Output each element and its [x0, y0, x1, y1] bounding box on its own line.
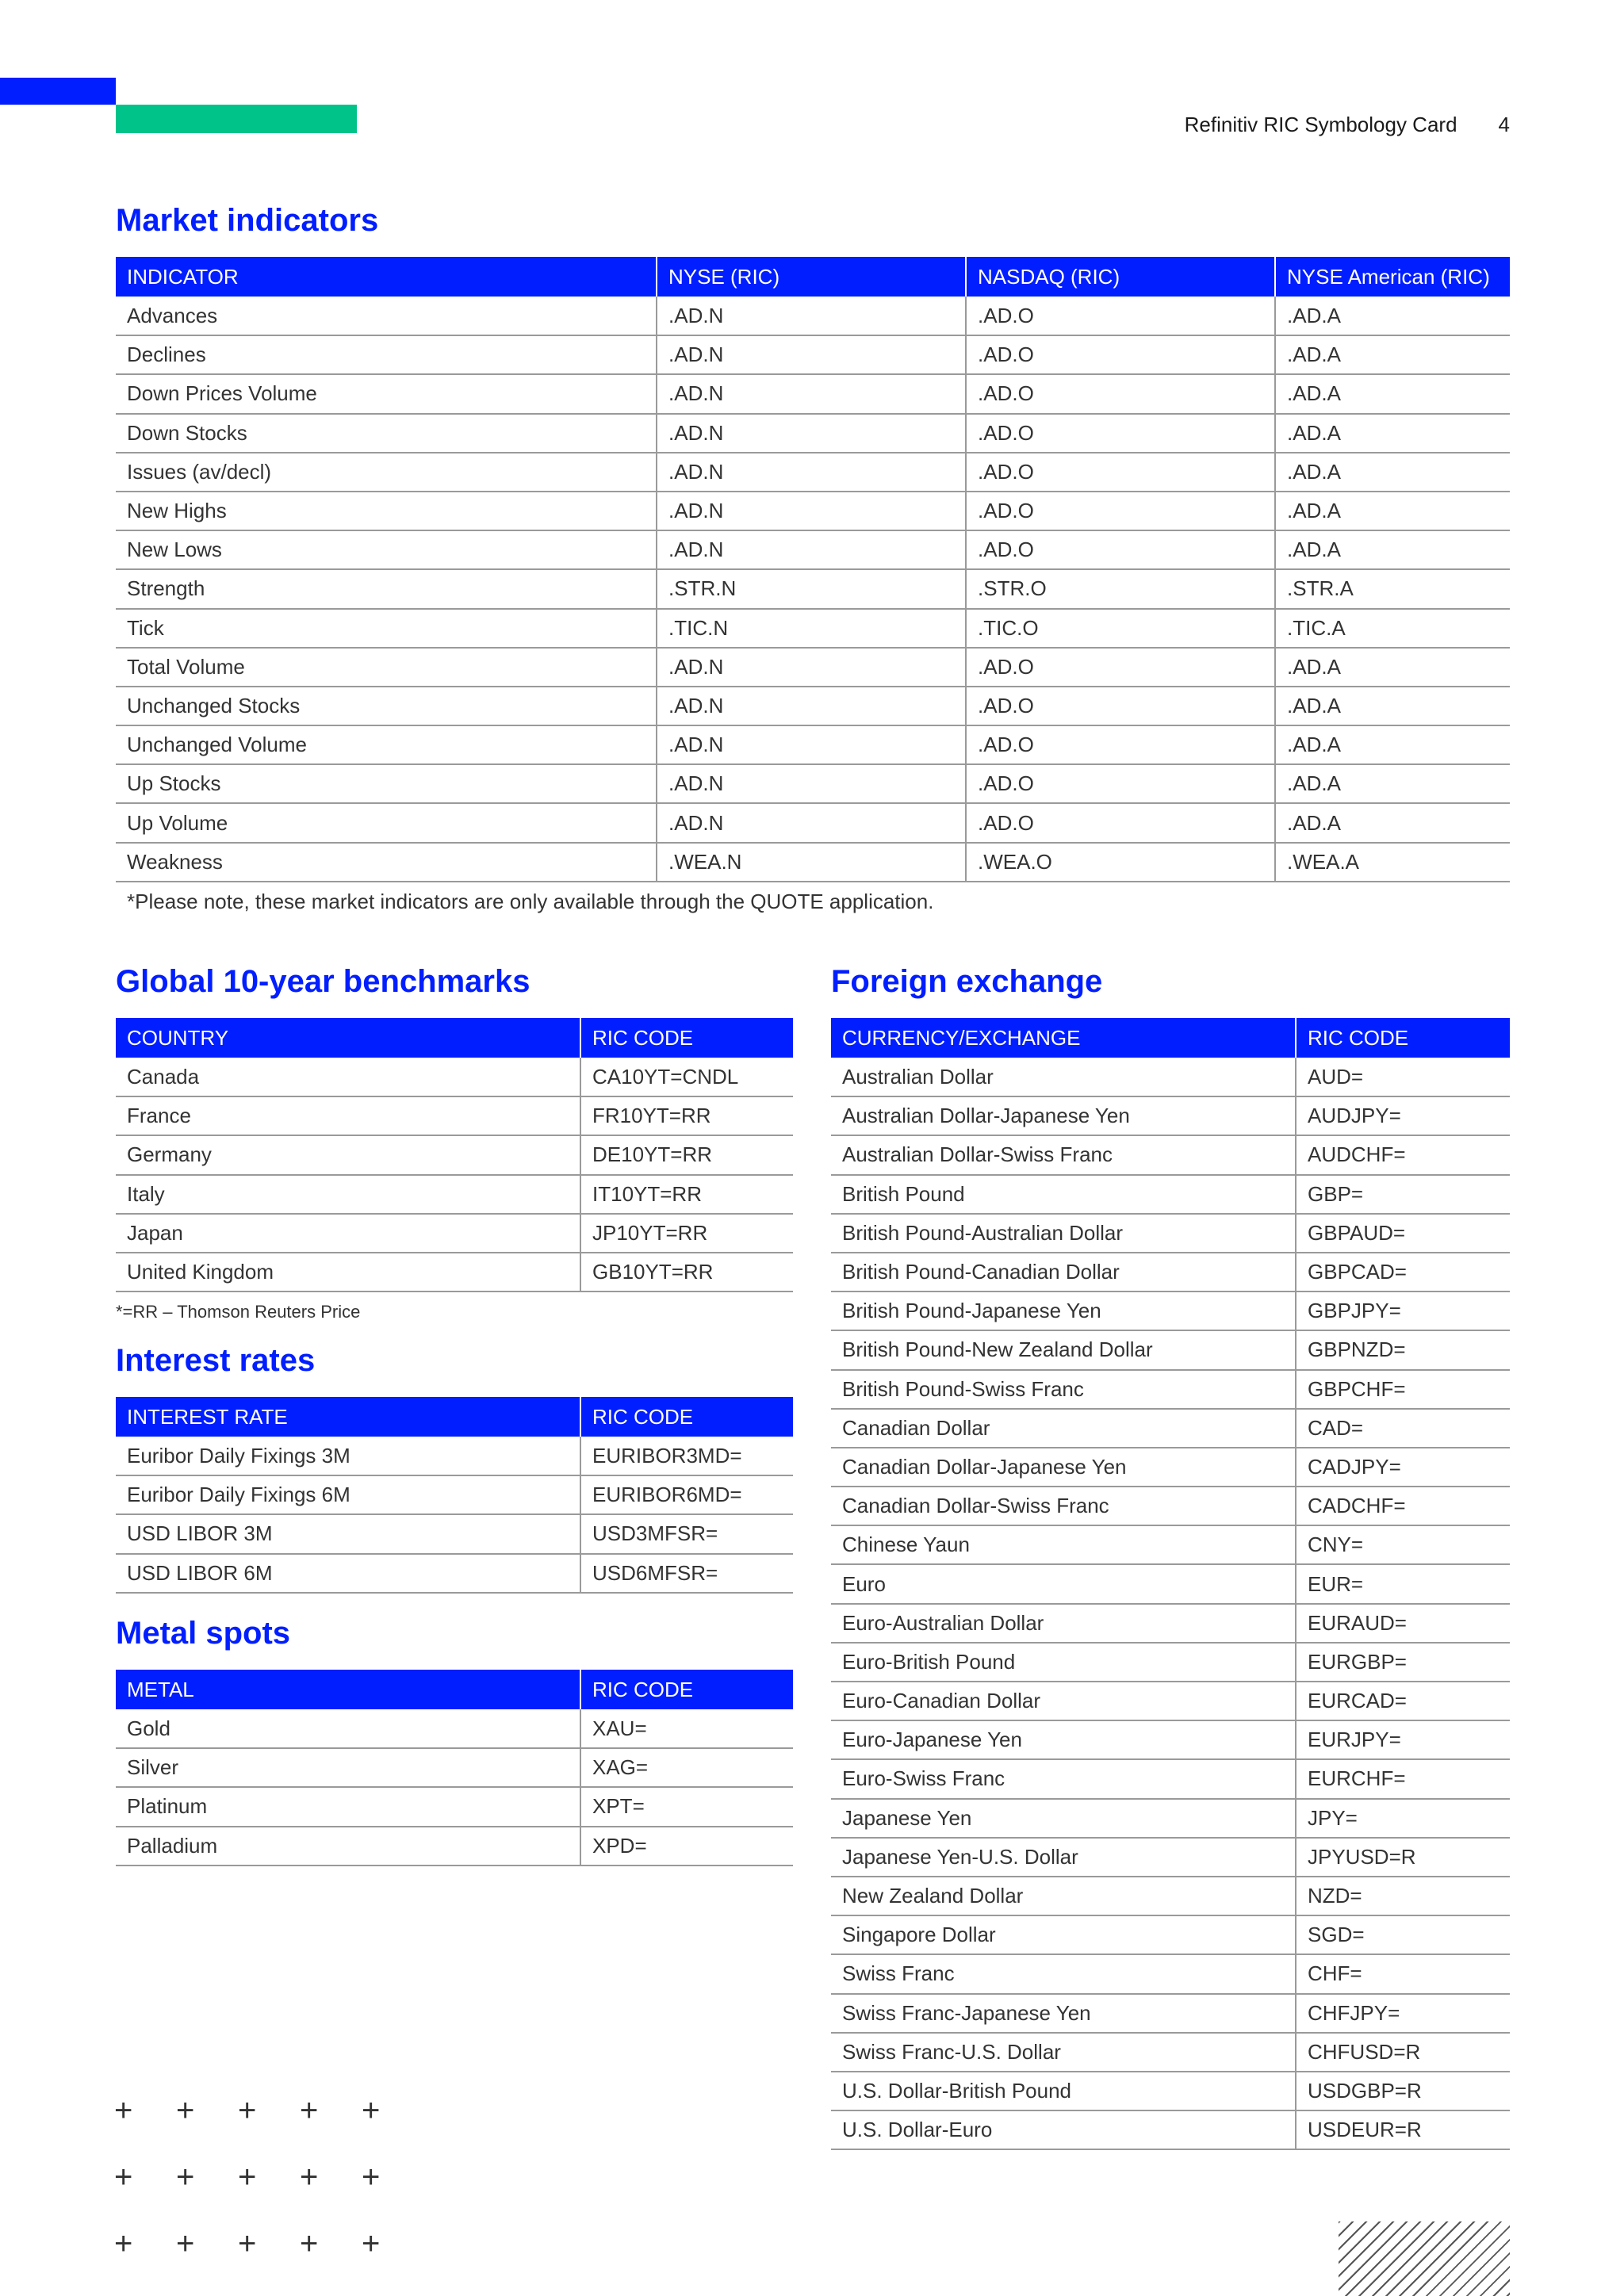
row-label-cell: Canadian Dollar [831, 1409, 1296, 1448]
row-label-cell: Euribor Daily Fixings 6M [116, 1475, 580, 1514]
ric-code-cell: CHFUSD=R [1296, 2033, 1510, 2072]
column-header: METAL [116, 1670, 580, 1709]
table-row [831, 1370, 1510, 1409]
row-label-cell: Japanese Yen [831, 1799, 1296, 1838]
table-row [831, 2110, 1510, 2149]
table-row [116, 1096, 793, 1135]
row-label-cell: New Highs [116, 492, 657, 530]
table-row [831, 1643, 1510, 1682]
row-label-cell: British Pound-Japanese Yen [831, 1292, 1296, 1330]
row-label-cell: New Lows [116, 530, 657, 569]
row-label-cell: Euribor Daily Fixings 3M [116, 1437, 580, 1475]
row-label-cell: Euro [831, 1564, 1296, 1603]
ric-code-cell: .AD.A [1275, 725, 1510, 764]
row-label-cell: U.S. Dollar-British Pound [831, 2072, 1296, 2110]
ric-code-cell: .AD.O [966, 803, 1275, 842]
row-label-cell: Swiss Franc-U.S. Dollar [831, 2033, 1296, 2072]
column-header: RIC CODE [1296, 1018, 1510, 1058]
ric-code-cell: .AD.A [1275, 648, 1510, 687]
ric-code-cell: .AD.N [657, 725, 966, 764]
row-label-cell: Total Volume [116, 648, 657, 687]
column-header: RIC CODE [580, 1018, 793, 1058]
row-label-cell: Strength [116, 569, 657, 608]
table-header-row [116, 1018, 793, 1058]
table-row [831, 1564, 1510, 1603]
table-row [116, 725, 1510, 764]
plus-icon: + [362, 2160, 381, 2195]
table-row [831, 1214, 1510, 1253]
table-row [116, 803, 1510, 842]
row-label-cell: Swiss Franc-Japanese Yen [831, 1994, 1296, 2033]
column-header: RIC CODE [580, 1670, 793, 1709]
ric-code-cell: .AD.N [657, 687, 966, 725]
ric-code-cell: AUDJPY= [1296, 1096, 1510, 1135]
table-row [116, 335, 1510, 374]
row-label-cell: Germany [116, 1135, 580, 1174]
brand-bar-blue [0, 78, 116, 105]
plus-icon: + [300, 2160, 319, 2195]
table-row [116, 843, 1510, 882]
ric-code-cell: GBP= [1296, 1175, 1510, 1214]
ric-code-cell: .TIC.O [966, 609, 1275, 648]
ric-code-cell: CNY= [1296, 1525, 1510, 1564]
table-row [831, 2072, 1510, 2110]
row-label-cell: Up Stocks [116, 764, 657, 803]
ric-code-cell: GBPCHF= [1296, 1370, 1510, 1409]
table-row [831, 1525, 1510, 1564]
plus-icon: + [238, 2160, 257, 2195]
hatch-pattern-decoration [1339, 2221, 1510, 2296]
ric-code-cell: .AD.N [657, 492, 966, 530]
row-label-cell: Australian Dollar-Japanese Yen [831, 1096, 1296, 1135]
ric-code-cell: .AD.A [1275, 687, 1510, 725]
ric-code-cell: XAU= [580, 1709, 793, 1748]
ric-code-cell: .AD.N [657, 453, 966, 492]
row-label-cell: U.S. Dollar-Euro [831, 2110, 1296, 2149]
table-header-row [116, 1397, 793, 1437]
table-row [116, 1787, 793, 1826]
plus-icon: + [114, 2093, 133, 2128]
ric-code-cell: JPYUSD=R [1296, 1838, 1510, 1877]
row-label-cell: Up Volume [116, 803, 657, 842]
ric-code-cell: .AD.N [657, 335, 966, 374]
row-label-cell: Euro-British Pound [831, 1643, 1296, 1682]
page-number: 4 [1498, 113, 1510, 136]
row-label-cell: Swiss Franc [831, 1954, 1296, 1993]
row-label-cell: Declines [116, 335, 657, 374]
row-label-cell: United Kingdom [116, 1253, 580, 1292]
table-row [831, 1058, 1510, 1096]
table-row [116, 1437, 793, 1475]
ric-code-cell: SGD= [1296, 1915, 1510, 1954]
ric-code-cell: .WEA.N [657, 843, 966, 882]
plus-icon: + [114, 2226, 133, 2261]
row-label-cell: Euro-Australian Dollar [831, 1604, 1296, 1643]
ric-code-cell: USDEUR=R [1296, 2110, 1510, 2149]
ric-code-cell: EURCAD= [1296, 1682, 1510, 1720]
plus-icon: + [362, 2226, 381, 2261]
ric-code-cell: XPT= [580, 1787, 793, 1826]
table-row [116, 569, 1510, 608]
table-row [831, 1799, 1510, 1838]
row-label-cell: France [116, 1096, 580, 1135]
ric-code-cell: .AD.O [966, 453, 1275, 492]
table-row [116, 1554, 793, 1593]
row-label-cell: Silver [116, 1748, 580, 1787]
ric-code-cell: CHFJPY= [1296, 1994, 1510, 2033]
ric-code-cell: XAG= [580, 1748, 793, 1787]
column-header: INDICATOR [116, 257, 657, 297]
ric-code-cell: .TIC.A [1275, 609, 1510, 648]
row-label-cell: Canada [116, 1058, 580, 1096]
table-row [831, 1954, 1510, 1993]
table-row [116, 609, 1510, 648]
table-row [831, 1330, 1510, 1369]
table-row [116, 1253, 793, 1292]
ric-code-cell: .AD.A [1275, 453, 1510, 492]
interest-rates-heading: Interest rates [116, 1343, 316, 1378]
column-header: INTEREST RATE [116, 1397, 580, 1437]
row-label-cell: Platinum [116, 1787, 580, 1826]
ric-code-cell: .TIC.N [657, 609, 966, 648]
global-benchmarks-heading: Global 10-year benchmarks [116, 964, 530, 999]
table-row [831, 1877, 1510, 1915]
row-label-cell: USD LIBOR 6M [116, 1554, 580, 1593]
ric-code-cell: .AD.N [657, 297, 966, 335]
row-label-cell: Down Stocks [116, 414, 657, 453]
ric-code-cell: AUD= [1296, 1058, 1510, 1096]
ric-code-cell: GBPNZD= [1296, 1330, 1510, 1369]
ric-code-cell: .AD.O [966, 335, 1275, 374]
ric-code-cell: .AD.O [966, 687, 1275, 725]
ric-code-cell: CAD= [1296, 1409, 1510, 1448]
ric-code-cell: .AD.A [1275, 335, 1510, 374]
row-label-cell: British Pound [831, 1175, 1296, 1214]
row-label-cell: Singapore Dollar [831, 1915, 1296, 1954]
ric-code-cell: .AD.N [657, 374, 966, 413]
table-row [116, 1135, 793, 1174]
column-header: NASDAQ (RIC) [966, 257, 1275, 297]
ric-code-cell: .AD.O [966, 648, 1275, 687]
foreign-exchange-table [831, 1018, 1510, 2150]
ric-code-cell: .WEA.A [1275, 843, 1510, 882]
ric-code-cell: .AD.O [966, 764, 1275, 803]
ric-code-cell: .STR.A [1275, 569, 1510, 608]
ric-code-cell: NZD= [1296, 1877, 1510, 1915]
plus-icon: + [176, 2093, 195, 2128]
ric-code-cell: GBPAUD= [1296, 1214, 1510, 1253]
table-row [116, 1827, 793, 1866]
table-row [116, 1709, 793, 1748]
market-indicators-heading: Market indicators [116, 203, 379, 238]
ric-code-cell: XPD= [580, 1827, 793, 1866]
ric-code-cell: .WEA.O [966, 843, 1275, 882]
table-row [831, 1135, 1510, 1174]
document-title: Refinitiv RIC Symbology Card [1184, 113, 1457, 136]
row-label-cell: Euro-Swiss Franc [831, 1759, 1296, 1798]
ric-code-cell: .AD.A [1275, 764, 1510, 803]
ric-code-cell: CADCHF= [1296, 1487, 1510, 1525]
row-label-cell: Australian Dollar [831, 1058, 1296, 1096]
ric-code-cell: IT10YT=RR [580, 1175, 793, 1214]
ric-code-cell: GBPJPY= [1296, 1292, 1510, 1330]
ric-code-cell: USD3MFSR= [580, 1514, 793, 1553]
ric-code-cell: EURIBOR3MD= [580, 1437, 793, 1475]
ric-code-cell: .AD.A [1275, 297, 1510, 335]
ric-code-cell: .AD.N [657, 530, 966, 569]
table-row [831, 1292, 1510, 1330]
table-row [831, 1994, 1510, 2033]
metal-spots-table [116, 1670, 793, 1866]
ric-code-cell: AUDCHF= [1296, 1135, 1510, 1174]
ric-code-cell: .AD.O [966, 414, 1275, 453]
ric-code-cell: USD6MFSR= [580, 1554, 793, 1593]
ric-code-cell: .AD.A [1275, 374, 1510, 413]
plus-icon: + [176, 2160, 195, 2195]
brand-bar-green [116, 105, 357, 133]
table-row [116, 1214, 793, 1253]
table-row [116, 1748, 793, 1787]
column-header: CURRENCY/EXCHANGE [831, 1018, 1296, 1058]
row-label-cell: Canadian Dollar-Japanese Yen [831, 1448, 1296, 1487]
row-label-cell: Chinese Yaun [831, 1525, 1296, 1564]
ric-code-cell: CHF= [1296, 1954, 1510, 1993]
row-label-cell: Gold [116, 1709, 580, 1748]
table-row [116, 530, 1510, 569]
row-label-cell: Japan [116, 1214, 580, 1253]
ric-code-cell: EURJPY= [1296, 1720, 1510, 1759]
row-label-cell: Unchanged Volume [116, 725, 657, 764]
table-row [116, 1175, 793, 1214]
row-label-cell: British Pound-Canadian Dollar [831, 1253, 1296, 1292]
global-benchmarks-note: *=RR – Thomson Reuters Price [116, 1302, 361, 1322]
column-header: NYSE (RIC) [657, 257, 966, 297]
plus-icon: + [362, 2093, 381, 2128]
table-row [831, 1604, 1510, 1643]
foreign-exchange-heading: Foreign exchange [831, 964, 1103, 999]
column-header: COUNTRY [116, 1018, 580, 1058]
table-row [831, 1759, 1510, 1798]
row-label-cell: Australian Dollar-Swiss Franc [831, 1135, 1296, 1174]
table-row [116, 648, 1510, 687]
table-header-row [116, 257, 1510, 297]
table-row [831, 1175, 1510, 1214]
table-row [116, 492, 1510, 530]
table-row [116, 687, 1510, 725]
plus-icon: + [176, 2226, 195, 2261]
row-label-cell: Italy [116, 1175, 580, 1214]
ric-code-cell: .AD.O [966, 492, 1275, 530]
ric-code-cell: .STR.N [657, 569, 966, 608]
ric-code-cell: EUR= [1296, 1564, 1510, 1603]
row-label-cell: USD LIBOR 3M [116, 1514, 580, 1553]
ric-code-cell: EURIBOR6MD= [580, 1475, 793, 1514]
table-row [116, 374, 1510, 413]
table-row [831, 1096, 1510, 1135]
ric-code-cell: FR10YT=RR [580, 1096, 793, 1135]
ric-code-cell: .AD.N [657, 648, 966, 687]
column-header: RIC CODE [580, 1397, 793, 1437]
row-label-cell: Issues (av/decl) [116, 453, 657, 492]
row-label-cell: Euro-Canadian Dollar [831, 1682, 1296, 1720]
ric-code-cell: .AD.A [1275, 492, 1510, 530]
table-row [831, 1720, 1510, 1759]
ric-code-cell: JPY= [1296, 1799, 1510, 1838]
table-row [116, 414, 1510, 453]
ric-code-cell: EURAUD= [1296, 1604, 1510, 1643]
market-indicators-note: *Please note, these market indicators are only available through the QUOTE application. [127, 890, 934, 913]
table-row [116, 764, 1510, 803]
ric-code-cell: GB10YT=RR [580, 1253, 793, 1292]
ric-code-cell: .AD.O [966, 297, 1275, 335]
row-label-cell: Weakness [116, 843, 657, 882]
ric-code-cell: EURGBP= [1296, 1643, 1510, 1682]
plus-icon: + [114, 2160, 133, 2195]
column-header: NYSE American (RIC) [1275, 257, 1510, 297]
metal-spots-heading: Metal spots [116, 1616, 291, 1651]
ric-code-cell: .AD.O [966, 374, 1275, 413]
ric-code-cell: .STR.O [966, 569, 1275, 608]
table-header-row [831, 1018, 1510, 1058]
table-row [831, 1682, 1510, 1720]
page-header [1031, 113, 1510, 141]
row-label-cell: New Zealand Dollar [831, 1877, 1296, 1915]
table-row [116, 453, 1510, 492]
ric-code-cell: .AD.A [1275, 414, 1510, 453]
row-label-cell: Euro-Japanese Yen [831, 1720, 1296, 1759]
table-header-row [116, 1670, 793, 1709]
table-row [831, 2033, 1510, 2072]
row-label-cell: British Pound-Australian Dollar [831, 1214, 1296, 1253]
table-row [831, 1838, 1510, 1877]
row-label-cell: Palladium [116, 1827, 580, 1866]
ric-code-cell: USDGBP=R [1296, 2072, 1510, 2110]
ric-code-cell: .AD.N [657, 803, 966, 842]
ric-code-cell: GBPCAD= [1296, 1253, 1510, 1292]
ric-code-cell: .AD.O [966, 725, 1275, 764]
row-label-cell: Unchanged Stocks [116, 687, 657, 725]
table-row [116, 297, 1510, 335]
ric-code-cell: CADJPY= [1296, 1448, 1510, 1487]
row-label-cell: Canadian Dollar-Swiss Franc [831, 1487, 1296, 1525]
ric-code-cell: .AD.N [657, 764, 966, 803]
row-label-cell: British Pound-Swiss Franc [831, 1370, 1296, 1409]
row-label-cell: Down Prices Volume [116, 374, 657, 413]
plus-icon: + [238, 2093, 257, 2128]
ric-code-cell: CA10YT=CNDL [580, 1058, 793, 1096]
ric-code-cell: JP10YT=RR [580, 1214, 793, 1253]
ric-code-cell: .AD.N [657, 414, 966, 453]
plus-icon: + [238, 2226, 257, 2261]
ric-code-cell: .AD.O [966, 530, 1275, 569]
ric-code-cell: .AD.A [1275, 803, 1510, 842]
plus-icon: + [300, 2093, 319, 2128]
table-row [831, 1409, 1510, 1448]
table-row [116, 1058, 793, 1096]
table-row [831, 1915, 1510, 1954]
table-row [116, 1475, 793, 1514]
row-label-cell: British Pound-New Zealand Dollar [831, 1330, 1296, 1369]
table-row [116, 1514, 793, 1553]
row-label-cell: Advances [116, 297, 657, 335]
table-row [831, 1487, 1510, 1525]
ric-code-cell: DE10YT=RR [580, 1135, 793, 1174]
global-benchmarks-table [116, 1018, 793, 1292]
row-label-cell: Tick [116, 609, 657, 648]
plus-icon: + [300, 2226, 319, 2261]
market-indicators-table [116, 257, 1510, 882]
ric-code-cell: EURCHF= [1296, 1759, 1510, 1798]
ric-code-cell: .AD.A [1275, 530, 1510, 569]
row-label-cell: Japanese Yen-U.S. Dollar [831, 1838, 1296, 1877]
table-row [831, 1253, 1510, 1292]
table-row [831, 1448, 1510, 1487]
interest-rates-table [116, 1397, 793, 1594]
